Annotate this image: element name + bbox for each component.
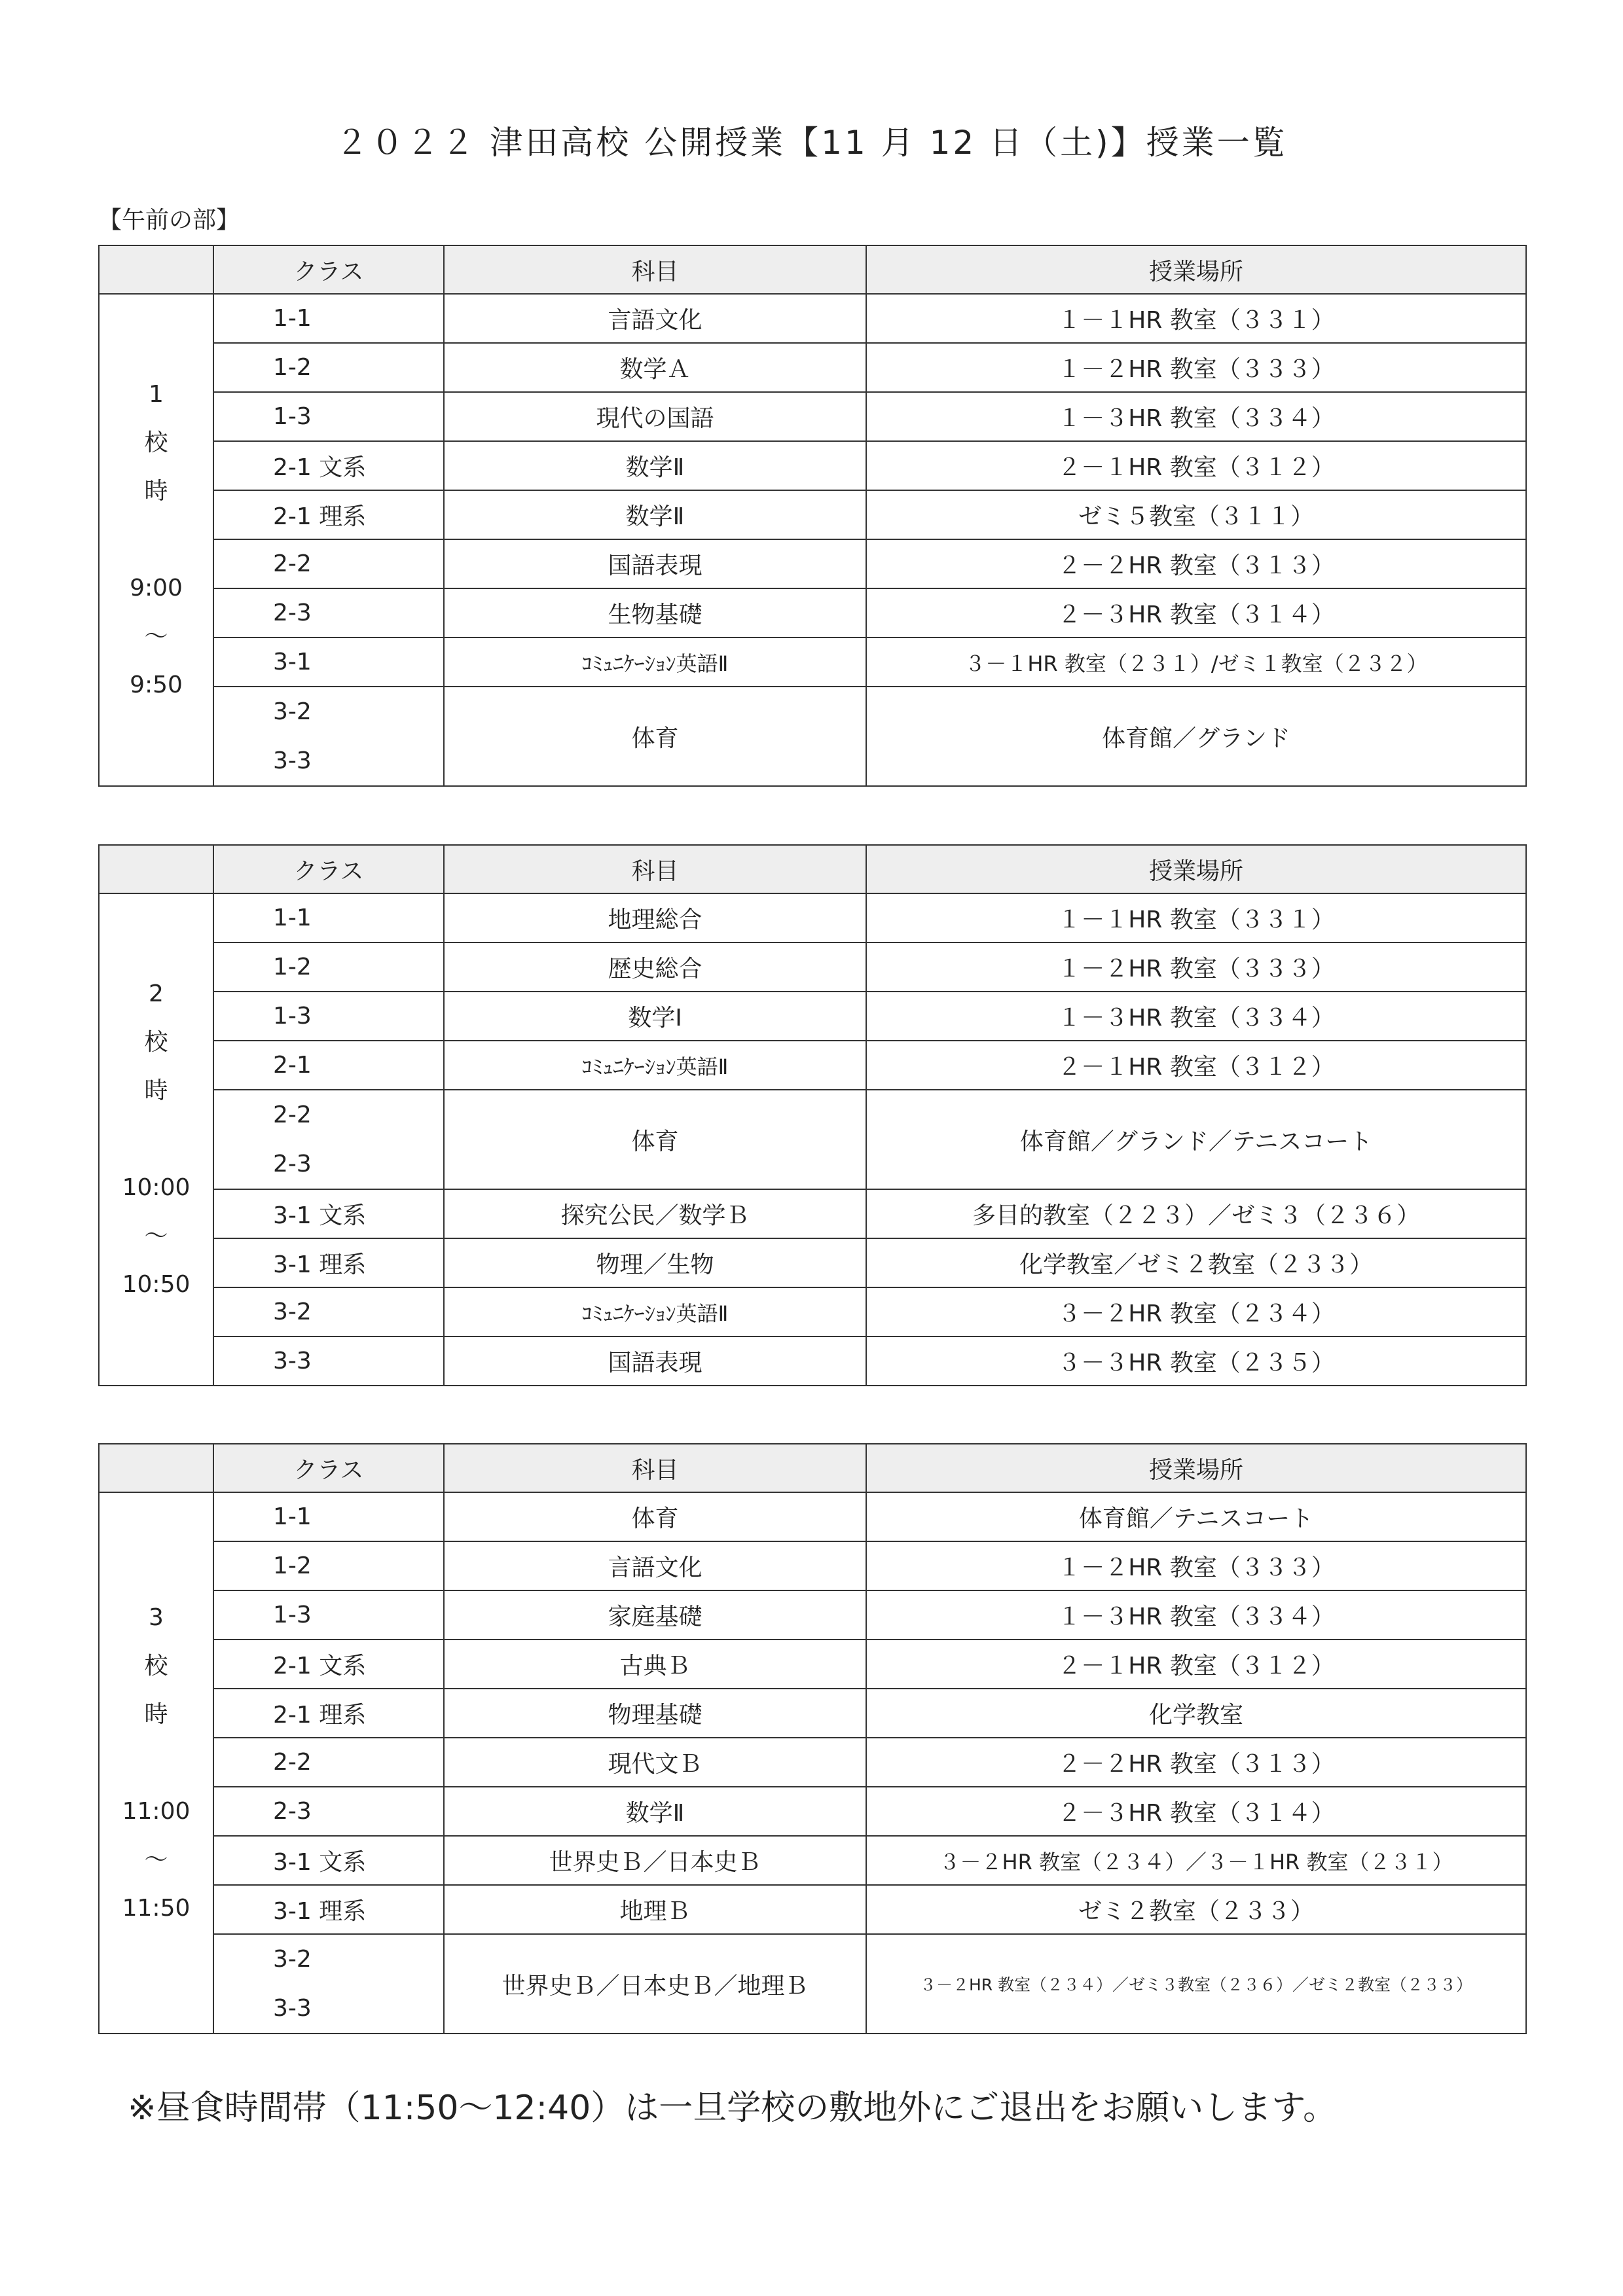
subject-cell: 数学Ⅱ	[444, 441, 866, 490]
table-row	[99, 637, 1526, 687]
section-label: 【午前の部】	[98, 207, 240, 234]
table-row	[99, 893, 1526, 942]
subject-cell: 現代文Ｂ	[444, 1738, 866, 1787]
place-cell: ３－２HR 教室（２３４）／ゼミ３教室（２３６）／ゼミ２教室（２３３）	[866, 1934, 1526, 2034]
place-cell: １－１HR 教室（３３１）	[866, 294, 1526, 343]
period-line	[100, 1115, 213, 1164]
table-row	[99, 1640, 1526, 1689]
class-cell	[213, 539, 444, 588]
table-row	[99, 441, 1526, 490]
place-cell: ２－３HR 教室（３１４）	[866, 1787, 1526, 1836]
subject-cell: 国語表現	[444, 1336, 866, 1386]
subject-header: 科目	[444, 245, 866, 294]
class-cell	[213, 1836, 444, 1885]
place-cell: ２－１HR 教室（３１２）	[866, 1640, 1526, 1689]
class-label: 1-3	[273, 403, 312, 430]
class-cell	[213, 687, 444, 786]
place-cell: ２－３HR 教室（３１４）	[866, 588, 1526, 637]
period-line: 2	[149, 980, 164, 1007]
class-label: 3-3	[273, 1348, 312, 1374]
place-cell: 多目的教室（２２３）／ゼミ３（２３６）	[866, 1189, 1526, 1238]
table-row	[99, 588, 1526, 637]
place-header: 授業場所	[866, 845, 1526, 893]
class-cell	[213, 1336, 444, 1386]
period-header	[99, 845, 213, 893]
class-label: 1-1	[273, 1503, 312, 1530]
period-line: 時	[144, 1077, 168, 1104]
class-label: 2-1 文系	[273, 454, 367, 481]
table-row	[99, 1689, 1526, 1738]
class-label: 1-2	[273, 954, 312, 980]
class-label: 1-3	[273, 1003, 312, 1030]
class-cell	[213, 1934, 444, 2034]
class-cell	[213, 1738, 444, 1787]
class-label: 1-2	[273, 1552, 312, 1579]
period-line	[100, 516, 213, 564]
class-label: 2-2	[273, 1749, 312, 1776]
place-cell: ３－１HR 教室（２３１）/ゼミ１教室（２３２）	[866, 637, 1526, 687]
subject-cell: 数学Ａ	[444, 343, 866, 392]
place-header: 授業場所	[866, 1444, 1526, 1492]
place-cell: 体育館／テニスコート	[866, 1492, 1526, 1541]
subject-cell: 言語文化	[444, 294, 866, 343]
subject-cell: 言語文化	[444, 1541, 866, 1590]
class-label: 3-1 理系	[273, 1251, 367, 1278]
class-cell	[213, 1885, 444, 1934]
subject-cell: 体育	[444, 1090, 866, 1189]
schedule-table-3	[98, 1443, 1527, 2034]
place-cell: ３－２HR 教室（２３４）	[866, 1287, 1526, 1336]
subject-cell: 数学Ⅱ	[444, 490, 866, 539]
period-line: 11:50	[122, 1894, 191, 1922]
subject-cell: 古典Ｂ	[444, 1640, 866, 1689]
period-cell	[99, 893, 213, 1386]
period-line: 3	[149, 1604, 164, 1631]
class-cell	[213, 294, 444, 343]
place-cell: １－２HR 教室（３３３）	[866, 942, 1526, 992]
period-line: 時	[144, 478, 168, 505]
class-label: 3-2	[273, 1299, 312, 1325]
subject-cell: ｺﾐｭﾆｹｰｼｮﾝ英語Ⅱ	[444, 1287, 866, 1336]
place-cell: ２－２HR 教室（３１３）	[866, 539, 1526, 588]
class-label: 3-2	[273, 698, 312, 725]
table-row	[99, 1836, 1526, 1885]
place-cell: ゼミ５教室（３１１）	[866, 490, 1526, 539]
subject-cell: 物理基礎	[444, 1689, 866, 1738]
place-cell: １－２HR 教室（３３３）	[866, 1541, 1526, 1590]
class-label: 2-3	[273, 1151, 312, 1177]
period-line: ～	[144, 623, 168, 650]
class-label: 2-3	[273, 1798, 312, 1825]
place-cell: １－３HR 教室（３３４）	[866, 992, 1526, 1041]
period-header	[99, 245, 213, 294]
table-row	[99, 1590, 1526, 1640]
period-line: 9:50	[130, 672, 183, 698]
period-line: 1	[149, 381, 164, 408]
class-cell	[213, 343, 444, 392]
header-row	[99, 1444, 1526, 1492]
subject-cell: ｺﾐｭﾆｹｰｼｮﾝ英語Ⅱ	[444, 637, 866, 687]
period-line: 11:00	[122, 1797, 191, 1825]
subject-cell: 体育	[444, 1492, 866, 1541]
schedule-table-1	[98, 245, 1527, 787]
class-cell	[213, 1689, 444, 1738]
header-row	[99, 845, 1526, 893]
place-cell: １－３HR 教室（３３４）	[866, 1590, 1526, 1640]
table-row	[99, 1238, 1526, 1287]
class-cell	[213, 1041, 444, 1090]
class-cell	[213, 992, 444, 1041]
class-cell	[213, 588, 444, 637]
class-header: クラス	[213, 845, 444, 893]
place-cell: ゼミ２教室（２３３）	[866, 1885, 1526, 1934]
class-cell	[213, 1189, 444, 1238]
table-row	[99, 539, 1526, 588]
table-row	[99, 1336, 1526, 1386]
period-cell	[99, 294, 213, 786]
subject-header: 科目	[444, 1444, 866, 1492]
subject-cell: 国語表現	[444, 539, 866, 588]
period-line: ～	[144, 1223, 168, 1249]
class-cell	[213, 637, 444, 687]
schedule-table-2	[98, 844, 1527, 1386]
class-cell	[213, 942, 444, 992]
subject-cell: 地理Ｂ	[444, 1885, 866, 1934]
period-header	[99, 1444, 213, 1492]
subject-cell: 世界史Ｂ／日本史Ｂ／地理Ｂ	[444, 1934, 866, 2034]
period-cell	[99, 1492, 213, 2034]
lunch-note: ※昼食時間帯（11:50～12:40）は一旦学校の敷地外にご退出をお願いします。	[128, 2089, 1338, 2128]
class-header: クラス	[213, 1444, 444, 1492]
table-row	[99, 942, 1526, 992]
class-cell	[213, 1238, 444, 1287]
class-label: 2-2	[273, 1102, 312, 1128]
class-cell	[213, 1541, 444, 1590]
subject-cell: 歴史総合	[444, 942, 866, 992]
subject-cell: 数学Ⅰ	[444, 992, 866, 1041]
period-line: 10:00	[122, 1174, 191, 1201]
subject-cell: ｺﾐｭﾆｹｰｼｮﾝ英語Ⅱ	[444, 1041, 866, 1090]
period-line: 時	[144, 1700, 168, 1728]
place-cell: 体育館／グランド	[866, 687, 1526, 786]
class-label: 2-2	[273, 550, 312, 577]
class-cell	[213, 1787, 444, 1836]
place-cell: ２－１HR 教室（３１２）	[866, 441, 1526, 490]
subject-cell: 現代の国語	[444, 392, 866, 441]
subject-cell: 体育	[444, 687, 866, 786]
class-cell	[213, 490, 444, 539]
class-label: 2-1 文系	[273, 1653, 367, 1679]
subject-cell: 物理／生物	[444, 1238, 866, 1287]
class-label: 3-1 文系	[273, 1202, 367, 1229]
class-cell	[213, 1492, 444, 1541]
period-line: 校	[144, 429, 168, 456]
class-label: 1-2	[273, 354, 312, 381]
class-label: 1-1	[273, 305, 312, 332]
period-line: ～	[144, 1846, 168, 1873]
class-label: 2-3	[273, 600, 312, 626]
class-cell	[213, 392, 444, 441]
subject-cell: 地理総合	[444, 893, 866, 942]
table-row	[99, 1287, 1526, 1336]
class-cell	[213, 893, 444, 942]
subject-header: 科目	[444, 845, 866, 893]
table-row	[99, 294, 1526, 343]
header-row	[99, 245, 1526, 294]
class-label: 3-2	[273, 1946, 312, 1973]
class-label: 2-1 理系	[273, 1702, 367, 1729]
place-cell: ３－３HR 教室（２３５）	[866, 1336, 1526, 1386]
class-label: 3-3	[273, 747, 312, 774]
table-row	[99, 343, 1526, 392]
place-cell: 化学教室／ゼミ２教室（２３３）	[866, 1238, 1526, 1287]
table-row	[99, 1492, 1526, 1541]
table-row	[99, 1189, 1526, 1238]
table-row	[99, 1041, 1526, 1090]
class-label: 3-3	[273, 1995, 312, 2022]
table-row	[99, 1787, 1526, 1836]
table-row	[99, 1738, 1526, 1787]
period-line: 9:00	[130, 575, 183, 601]
subject-cell: 探究公民／数学Ｂ	[444, 1189, 866, 1238]
class-cell	[213, 1287, 444, 1336]
period-line: 10:50	[122, 1271, 191, 1298]
class-label: 1-1	[273, 905, 312, 931]
table-row	[99, 1885, 1526, 1934]
subject-cell: 数学Ⅱ	[444, 1787, 866, 1836]
place-cell: 化学教室	[866, 1689, 1526, 1738]
class-label: 1-3	[273, 1602, 312, 1628]
place-header: 授業場所	[866, 245, 1526, 294]
period-line: 校	[144, 1652, 168, 1679]
place-cell: 体育館／グランド／テニスコート	[866, 1090, 1526, 1189]
table-row	[99, 1541, 1526, 1590]
class-label: 2-1	[273, 1052, 312, 1079]
table-row	[99, 992, 1526, 1041]
subject-cell: 生物基礎	[444, 588, 866, 637]
class-cell	[213, 1090, 444, 1189]
place-cell: ３－２HR 教室（２３４）／３－１HR 教室（２３１）	[866, 1836, 1526, 1885]
place-cell: ２－２HR 教室（３１３）	[866, 1738, 1526, 1787]
page-title: ２０２２ 津田高校 公開授業【11 月 12 日（土)】授業一覧	[335, 124, 1288, 162]
table-row	[99, 490, 1526, 539]
place-cell: １－３HR 教室（３３４）	[866, 392, 1526, 441]
period-line: 校	[144, 1029, 168, 1056]
class-cell	[213, 1590, 444, 1640]
subject-cell: 世界史Ｂ／日本史Ｂ	[444, 1836, 866, 1885]
class-header: クラス	[213, 245, 444, 294]
class-label: 2-1 理系	[273, 503, 367, 530]
class-label: 3-1 理系	[273, 1898, 367, 1925]
class-cell	[213, 441, 444, 490]
place-cell: １－２HR 教室（３３３）	[866, 343, 1526, 392]
class-cell	[213, 1640, 444, 1689]
place-cell: １－１HR 教室（３３１）	[866, 893, 1526, 942]
class-label: 3-1 文系	[273, 1849, 367, 1876]
table-row	[99, 392, 1526, 441]
period-line	[100, 1739, 213, 1787]
place-cell: ２－１HR 教室（３１２）	[866, 1041, 1526, 1090]
class-label: 3-1	[273, 649, 312, 675]
subject-cell: 家庭基礎	[444, 1590, 866, 1640]
